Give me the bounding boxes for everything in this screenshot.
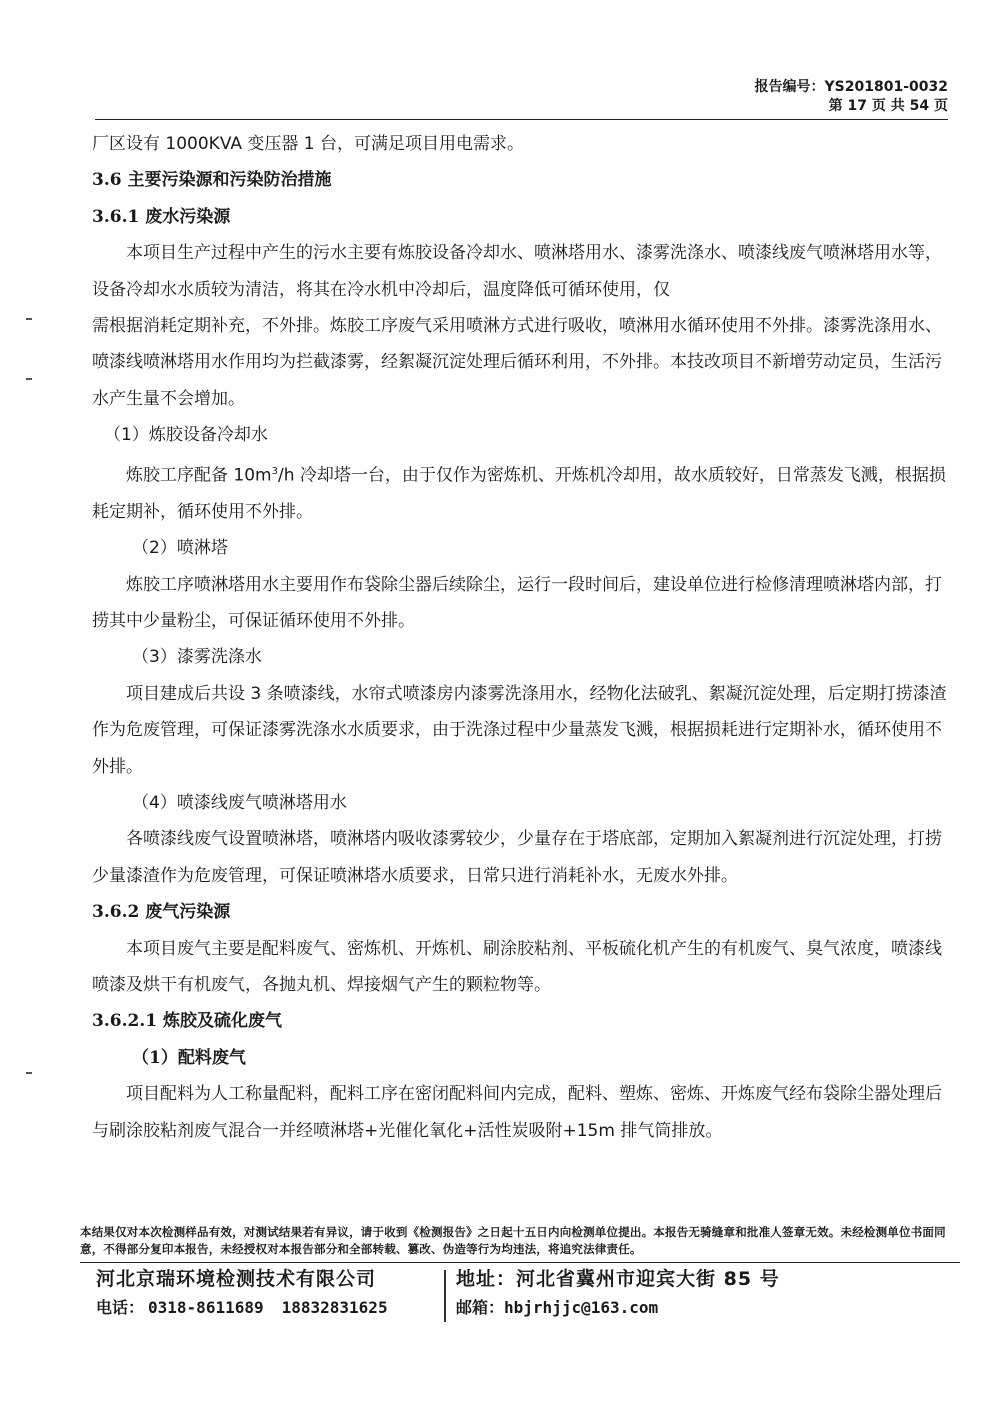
report-number [755, 78, 948, 97]
email-line [456, 1294, 936, 1322]
mobile-number: 18832831625 [281, 1298, 388, 1317]
margin-mark [26, 378, 32, 380]
phone-label: 电话： [96, 1298, 145, 1317]
footer-right [456, 1264, 936, 1322]
paragraph: 炼胶工序喷淋塔用水主要用作布袋除尘器后续除尘，运行一段时间后，建设单位进行检修清理喷淋塔内部，打捞其中少量粉尘，可保证循环使用不外排。 [92, 574, 942, 631]
paragraph: 需根据消耗定期补充，不外排。炼胶工序废气采用喷淋方式进行吸收，喷淋用水循环使用不外排。漆雾洗涤用水、喷漆线喷淋塔用水作用均为拦截漆雾，经絮凝沉淀处理后循环利用，不外排。本技改项目不新增劳动定员，生活污水产生量不会增加。 [92, 316, 942, 409]
address-label: 地址： [456, 1268, 517, 1290]
item-heading: （1）配料废气 [132, 1047, 246, 1068]
footer-vertical-divider [444, 1270, 446, 1322]
phone-line [96, 1294, 436, 1322]
email-label: 邮箱： [456, 1298, 505, 1317]
margin-mark [26, 1072, 32, 1074]
paragraph: 各喷漆线废气设置喷淋塔，喷淋塔内吸收漆雾较少，少量存在于塔底部，定期加入絮凝剂进行沉淀处理，打捞少量漆渣作为危废管理，可保证喷淋塔水质要求，日常只进行消耗补水，无废水外排。 [92, 829, 942, 886]
header-divider [95, 119, 948, 120]
company-name: 河北京瑞环境检测技术有限公司 [96, 1268, 377, 1290]
section-heading: 3.6 主要污染源和污染防治措施 [92, 170, 332, 191]
paragraph [92, 454, 952, 530]
report-header [755, 78, 948, 116]
email-address: hbjrhjjc@163.com [504, 1298, 659, 1317]
address-value: 河北省冀州市迎宾大街 85 号 [516, 1268, 780, 1290]
section-heading: 3.6.2 废气污染源 [92, 902, 231, 923]
footer-left [96, 1264, 436, 1322]
footer-divider [80, 1262, 960, 1263]
text-run: /h 冷却塔一台，由于仅作为密炼机、开炼机冷却用，故水质较好，日常蒸发飞溅，根据损耗定期补，循环使用不外排。 [92, 465, 946, 522]
paragraph: 厂区设有 1000KVA 变压器 1 台，可满足项目用电需求。 [92, 134, 525, 154]
margin-mark [26, 318, 32, 320]
disclaimer-text: 本结果仅对本次检测样品有效，对测试结果若有异议，请于收到《检测报告》之日起十五日内向检测单位提出。本报告无骑缝章和批准人签章无效。未经检测单位书面同意，不得部分复印本报告，未经授权对本报告部分和全部转载、篡改、伪造等行为均违法，将追究法律责任。 [80, 1225, 946, 1256]
report-number-label: 报告编号： [754, 79, 825, 95]
phone-number: 0318-8611689 [148, 1298, 264, 1317]
paragraph: 项目建成后共设 3 条喷漆线，水帘式喷漆房内漆雾洗涤用水，经物化法破乳、絮凝沉淀处理，后定期打捞漆渣作为危废管理，可保证漆雾洗涤水水质要求，由于洗涤过程中少量蒸发飞溅，根据损耗进行定期补水，循环使用不外排。 [92, 683, 947, 777]
paragraph: 本项目生产过程中产生的污水主要有炼胶设备冷却水、喷淋塔用水、漆雾洗涤水、喷漆线废气喷淋塔用水等，设备冷却水水质较为清洁，将其在冷水机中冷却后，温度降低可循环使用，仅 [92, 243, 942, 300]
document-body [92, 126, 952, 1149]
address-line [456, 1264, 936, 1294]
superscript: 3 [271, 465, 278, 477]
item-heading: （3）漆雾洗涤水 [132, 647, 262, 668]
page-info: 第 17 页 共 54 页 [828, 98, 948, 114]
section-heading: 3.6.2.1 炼胶及硫化废气 [92, 1011, 282, 1032]
item-heading: （2）喷淋塔 [132, 538, 228, 559]
item-heading: （4）喷漆线废气喷淋塔用水 [132, 792, 347, 813]
text-run: 炼胶工序配备 10m [126, 465, 272, 486]
paragraph: 项目配料为人工称量配料，配料工序在密闭配料间内完成，配料、塑炼、密炼、开炼废气经布袋除尘器处理后与刷涂胶粘剂废气混合一并经喷淋塔+光催化氧化+活性炭吸附+15m 排气筒排放。 [92, 1084, 942, 1141]
report-number-value: YS201801-0032 [824, 79, 948, 95]
item-heading: （1）炼胶设备冷却水 [104, 425, 268, 446]
paragraph: 本项目废气主要是配料废气、密炼机、开炼机、刷涂胶粘剂、平板硫化机产生的有机废气、臭气浓度，喷漆线喷漆及烘干有机废气，各抛丸机、焊接烟气产生的颗粒物等。 [92, 938, 942, 995]
section-heading: 3.6.1 废水污染源 [92, 206, 231, 227]
